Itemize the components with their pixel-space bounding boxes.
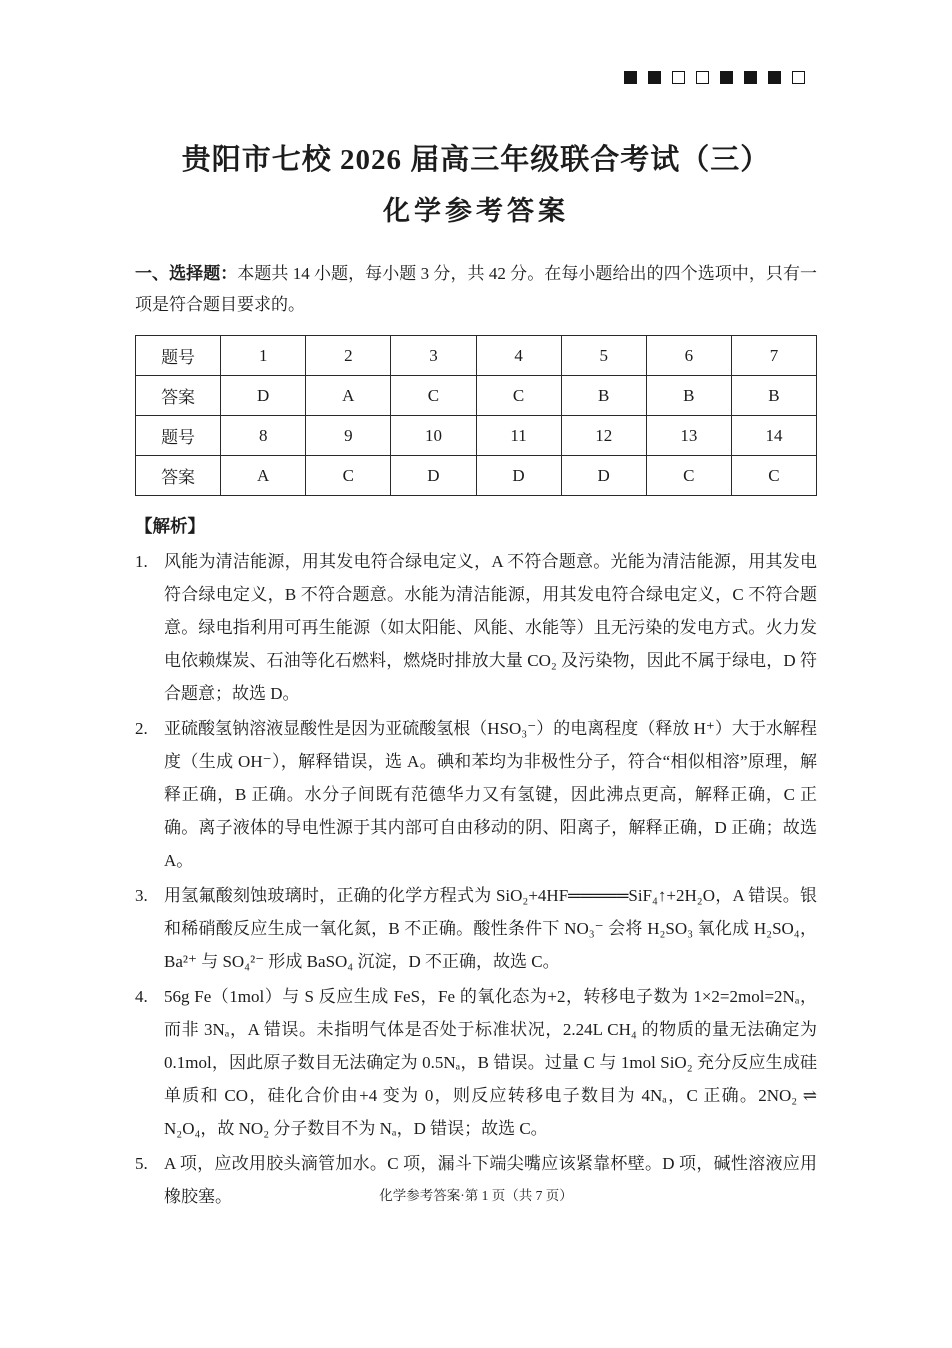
analysis-label: 【解析】 [135,516,205,536]
section-label: 一、选择题： [135,264,238,283]
answer-cell: 12 [561,416,646,456]
answer-cell: D [221,376,306,416]
row-label-cell: 答案 [136,456,221,496]
analysis-item-text: 亚硫酸氢钠溶液显酸性是因为亚硫酸氢根（HSO₃⁻）的电离程度（释放 H⁺）大于水解程度（生成 OH⁻），解释错误，选 A。碘和苯均为非极性分子，符合“相似相溶”原理，解释正确，B 正确。水分子间既有范德华力又有氢键，因此沸点更高，解释正确，C 正确。离子液体的导电性源于其内部可自由移动的阴、阳离子，解释正确，D 正确；故选 A。 [164,719,817,870]
analysis-item-number: 1. [135,552,148,571]
analysis-item-number: 3. [135,886,148,905]
answer-cell: 6 [646,336,731,376]
answer-table-row [136,416,817,456]
answer-cell: 7 [731,336,816,376]
analysis-item [135,545,817,710]
analysis-item-text: 风能为清洁能源，用其发电符合绿电定义，A 不符合题意。光能为清洁能源，用其发电符合绿电定义，B 不符合题意。水能为清洁能源，用其发电符合绿电定义，C 不符合题意。绿电指利用可再生能源（如太阳能、风能、水能等）且无污染的发电方式。火力发电依赖煤炭、石油等化石燃料，燃烧时排放大量 CO₂ 及污染物，因此不属于绿电，D 符合题意；故选 D。 [164,552,817,703]
registration-mark-filled [768,71,781,84]
answer-cell: B [561,376,646,416]
answer-cell: 8 [221,416,306,456]
answer-cell: B [646,376,731,416]
section-heading [135,258,817,320]
analysis-item [135,879,817,978]
analysis-item-number: 2. [135,719,148,738]
answer-cell: A [306,376,391,416]
answer-cell: 2 [306,336,391,376]
answer-cell: 5 [561,336,646,376]
page-footer [0,1184,952,1204]
registration-mark-filled [744,71,757,84]
answer-cell: 14 [731,416,816,456]
row-label-cell: 答案 [136,376,221,416]
answer-table-row [136,376,817,416]
analysis-item-text: 用氢氟酸刻蚀玻璃时，正确的化学方程式为 SiO₂+4HF═════SiF₄↑+2H₂O，A 错误。银和稀硝酸反应生成一氧化氮，B 不正确。酸性条件下 NO₃⁻ 会将 H₂SO₃ 氧化成 H₂SO₄，Ba²⁺ 与 SO₄²⁻ 形成 BaSO₄ 沉淀，D 不正确，故选 C。 [164,886,817,971]
page-content [135,258,817,1213]
analysis-item-text: 56g Fe（1mol）与 S 反应生成 FeS，Fe 的氧化态为+2，转移电子数为 1×2=2mol=2Nₐ，而非 3Nₐ，A 错误。未指明气体是否处于标准状况，2.24L CH₄ 的物质的量无法确定为 0.1mol，因此原子数目无法确定为 0.5Nₐ，B 错误。过量 C 与 1mol SiO₂ 充分反应生成硅单质和 CO，硅化合价由+4 变为 0，则反应转移电子数目为 4Nₐ，C 正确。2NO₂ ⇌ N₂O₄，故 NO₂ 分子数目不为 Nₐ，D 错误；故选 C。 [164,987,817,1138]
answer-cell: 11 [476,416,561,456]
registration-marks [624,71,805,84]
answer-table-body [136,336,817,496]
answer-cell: D [476,456,561,496]
answer-cell: 9 [306,416,391,456]
answer-cell: B [731,376,816,416]
registration-mark-open [696,71,709,84]
exam-title: 贵阳市七校 2026 届高三年级联合考试（三） [181,144,771,176]
registration-mark-filled [720,71,733,84]
registration-mark-open [672,71,685,84]
answer-cell: 3 [391,336,476,376]
row-label-cell: 题号 [136,336,221,376]
answer-cell: C [476,376,561,416]
analysis-item-number: 4. [135,987,148,1006]
analysis-item-text: A 项，应改用胶头滴管加水。C 项，漏斗下端尖嘴应该紧靠杯壁。D 项，碱性溶液应用橡胶塞。 [164,1154,817,1206]
analysis-list [135,545,817,1213]
answer-cell: C [646,456,731,496]
answer-cell: 4 [476,336,561,376]
answer-table-row [136,336,817,376]
analysis-item [135,980,817,1145]
answer-table-row [136,456,817,496]
footer-text: 化学参考答案·第 1 页（共 7 页） [379,1188,573,1203]
registration-mark-open [792,71,805,84]
answer-cell: C [391,376,476,416]
answer-key-subtitle: 化学参考答案 [383,196,569,226]
answer-cell: A [221,456,306,496]
analysis-item [135,712,817,877]
row-label-cell: 题号 [136,416,221,456]
answer-table [135,335,817,496]
section-instructions: 本题共 14 小题，每小题 3 分，共 42 分。在每小题给出的四个选项中，只有一项是符合题目要求的。 [135,264,818,314]
answer-cell: D [391,456,476,496]
answer-cell: C [306,456,391,496]
answer-cell: 1 [221,336,306,376]
answer-cell: C [731,456,816,496]
answer-cell: 13 [646,416,731,456]
answer-cell: 10 [391,416,476,456]
registration-mark-filled [648,71,661,84]
registration-mark-filled [624,71,637,84]
analysis-item-number: 5. [135,1154,148,1173]
answer-cell: D [561,456,646,496]
